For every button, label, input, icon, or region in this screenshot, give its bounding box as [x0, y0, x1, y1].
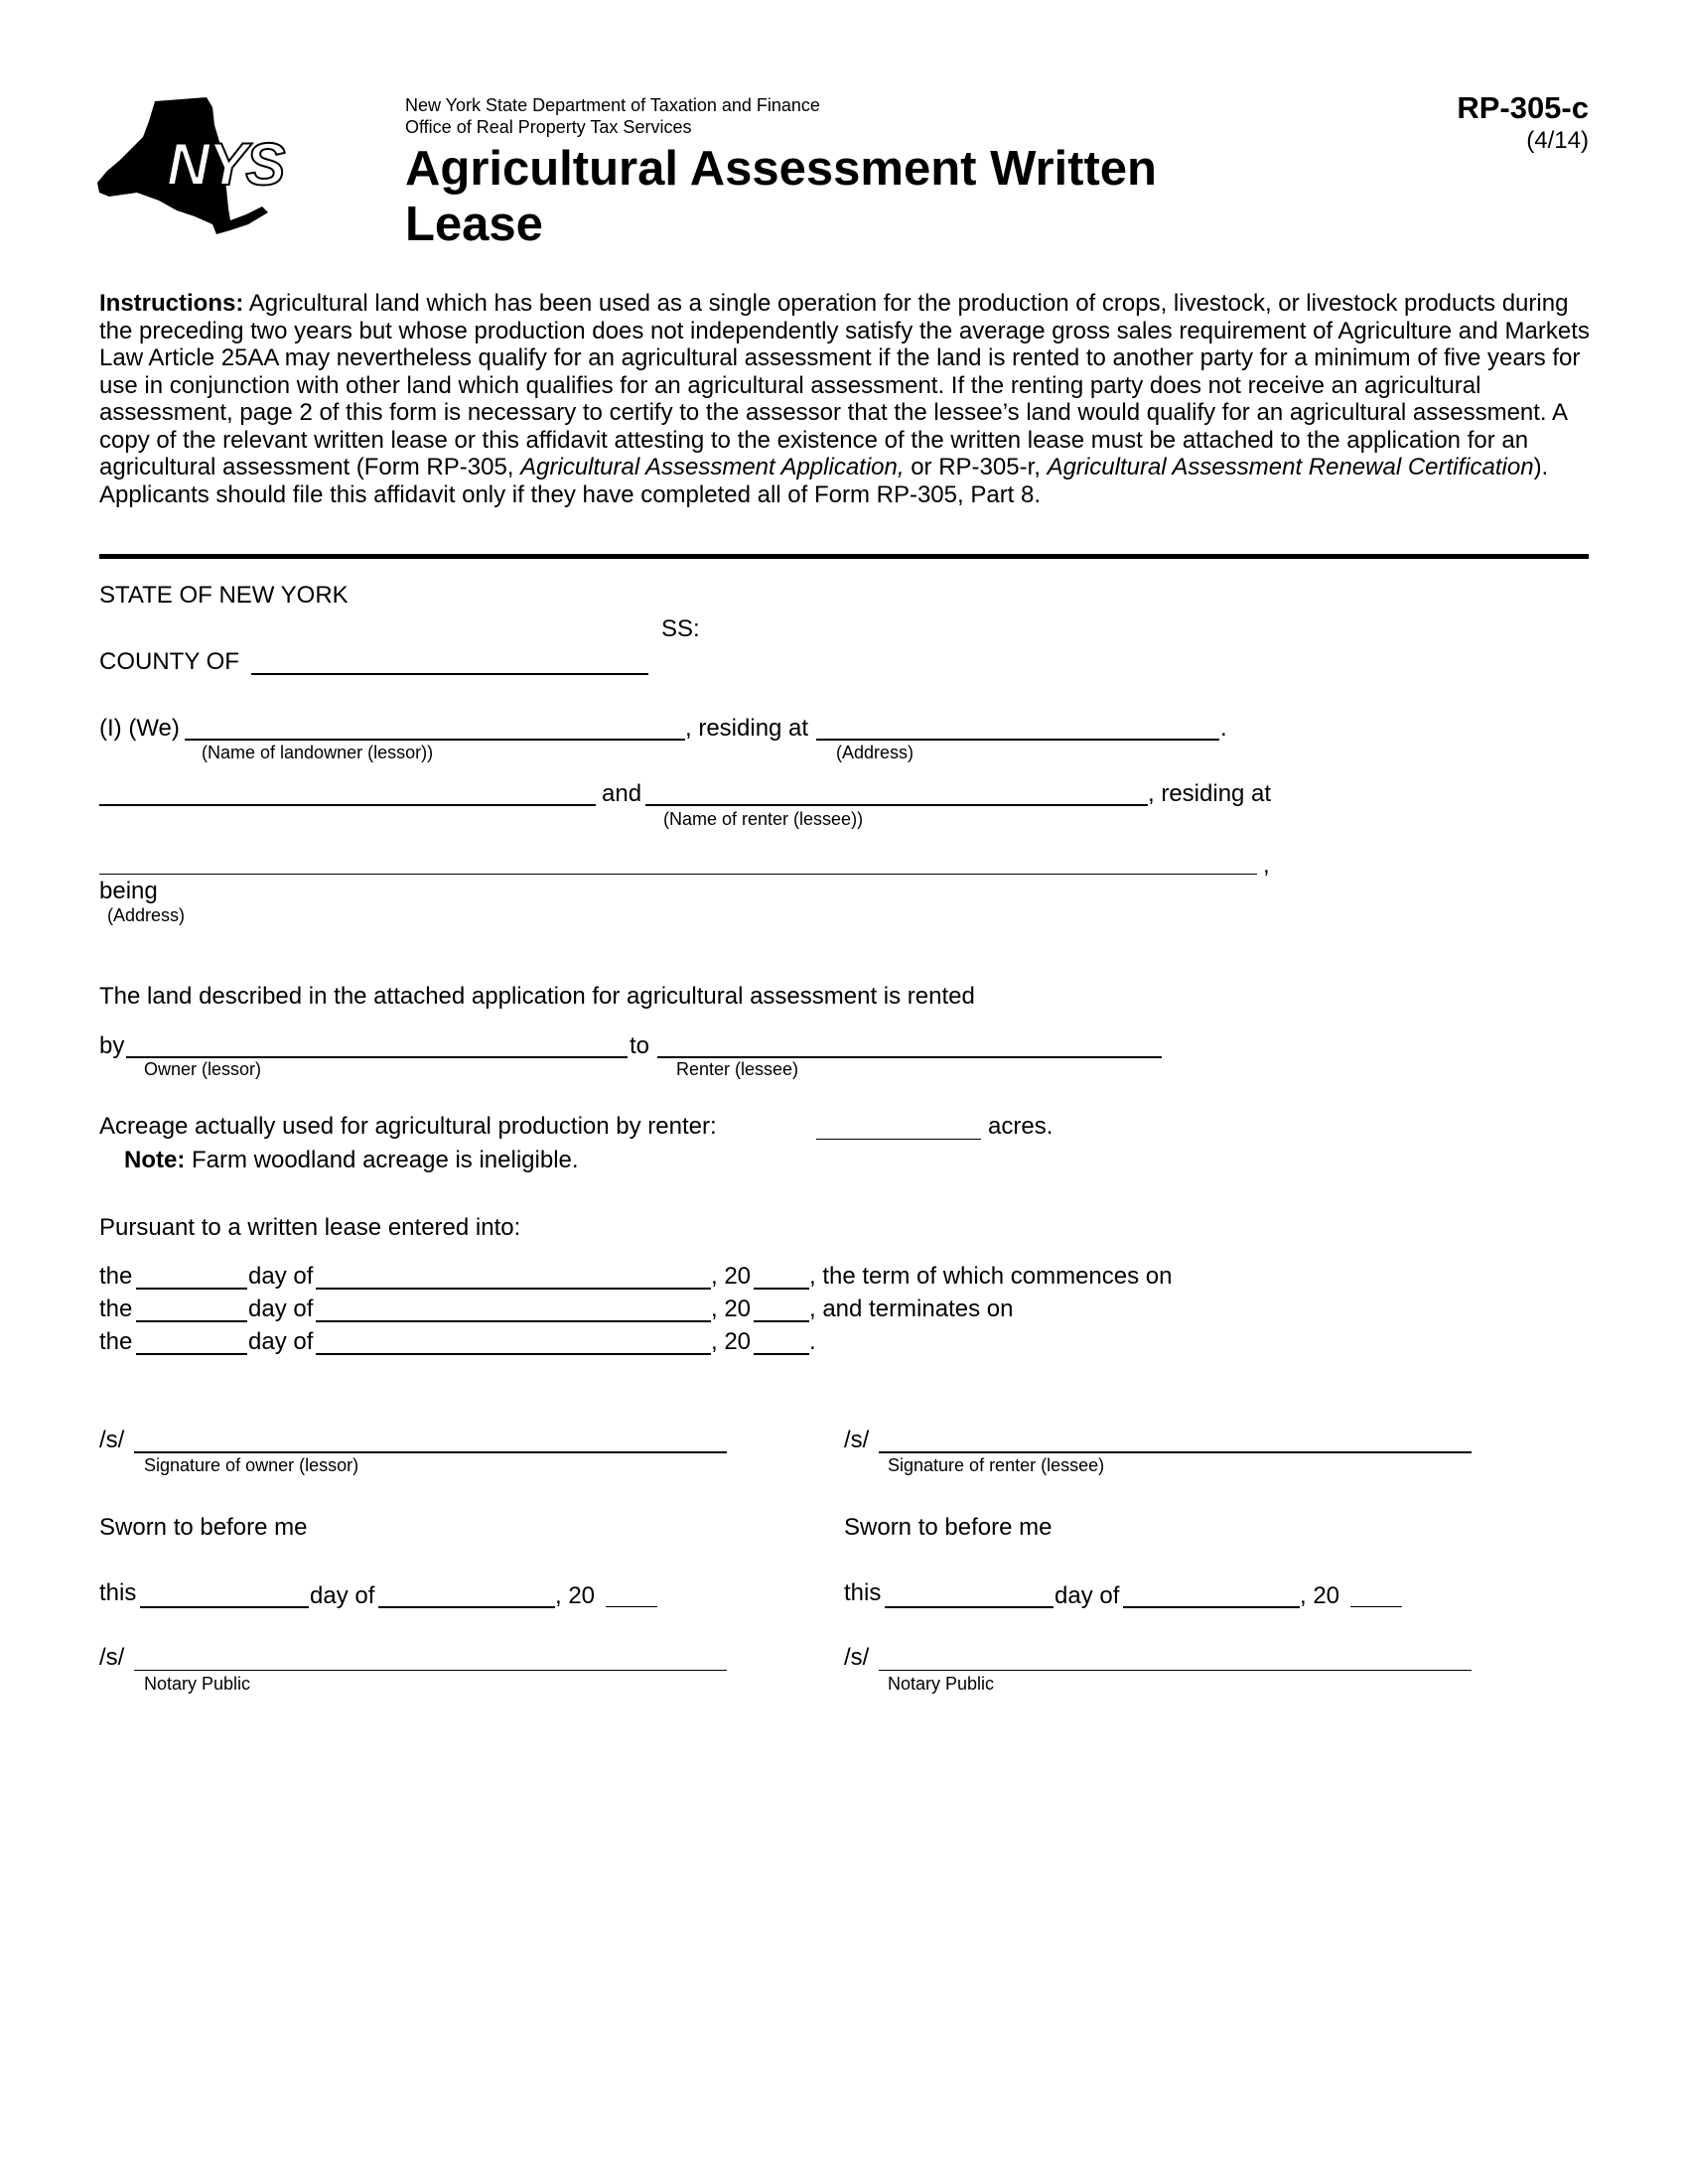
- being-label: being: [99, 878, 158, 904]
- owner-this-label: this: [99, 1579, 137, 1606]
- owner-notary-caption: Notary Public: [144, 1674, 251, 1694]
- lease-row-1-tail: , the term of which commences on: [809, 1263, 1173, 1290]
- period-mark: .: [1220, 715, 1227, 742]
- renter-signature-field[interactable]: [879, 1451, 1472, 1453]
- lease-row-3-year-label: , 20: [711, 1328, 752, 1355]
- lease-row-2-day-field[interactable]: [136, 1320, 247, 1322]
- renter-notary-prefix: /s/: [844, 1644, 870, 1671]
- lease-row-3-month-field[interactable]: [316, 1353, 711, 1355]
- owner-signature-field[interactable]: [134, 1451, 727, 1453]
- office-name: Office of Real Property Tax Services: [405, 117, 692, 137]
- renter-address-field[interactable]: [99, 874, 1257, 875]
- instructions-paragraph: [99, 290, 1599, 508]
- renter-name-field[interactable]: [645, 804, 1148, 806]
- renter-notary-signature-field[interactable]: [879, 1670, 1472, 1671]
- section-divider: [99, 554, 1589, 559]
- lease-row-1-month-field[interactable]: [316, 1288, 711, 1290]
- landowner-name-caption: (Name of landowner (lessor)): [202, 743, 434, 762]
- lease-row-1-day-field[interactable]: [136, 1288, 247, 1290]
- renter-signature-prefix: /s/: [844, 1427, 870, 1453]
- renter-notary-year-field[interactable]: [1350, 1606, 1402, 1607]
- lease-row-1-day-of: day of: [248, 1263, 314, 1290]
- instructions-label: Instructions:: [99, 290, 244, 317]
- lease-row-2-the: the: [99, 1296, 133, 1322]
- instructions-text-1: Agricultural land which has been used as a single operation for the production of crops, livestock, or livestock products during the preceding two years but whose production does not independently satisfy the average gross sales requirement of Agriculture and Markets Law Article 25AA may nevertheless qualify for an agricultural assessment if the land is rented to another party for a minimum of five years for use in conjunction with other land which qualifies for an agricultural assessment. If the renting party does not receive an agricultural assessment, page 2 of this form is necessary to certify to the assessor that the lessee’s land would qualify for an agricultural assessment. A copy of the relevant written lease or this affidavit attesting to the existence of the written lease must be attached to the application for an agricultural assessment (Form RP-305,: [99, 290, 1590, 480]
- lease-row-1-year-label: , 20: [711, 1263, 752, 1290]
- owner-lessor-caption: Owner (lessor): [144, 1059, 262, 1079]
- form-title-line2: Lease: [405, 198, 543, 251]
- lease-row-3-year-field[interactable]: [754, 1353, 809, 1355]
- agency-name: New York State Department of Taxation and Finance: [405, 95, 820, 115]
- lease-intro: Pursuant to a written lease entered into:: [99, 1214, 521, 1241]
- acreage-field[interactable]: [816, 1139, 981, 1140]
- renter-name-caption: (Name of renter (lessee)): [663, 809, 864, 829]
- rental-statement: The land described in the attached application for agricultural assessment is rented: [99, 983, 975, 1010]
- owner-notary-prefix: /s/: [99, 1644, 125, 1671]
- to-label: to: [630, 1032, 650, 1059]
- owner-sworn-label: Sworn to before me: [99, 1514, 308, 1541]
- residing-at-label: , residing at: [685, 715, 809, 742]
- note-label: Note:: [124, 1147, 186, 1173]
- form-title-line1: Agricultural Assessment Written: [405, 142, 1157, 196]
- renter-notary-month-field[interactable]: [1123, 1606, 1300, 1608]
- renter-lessee-caption: Renter (lessee): [676, 1059, 799, 1079]
- form-revision-date: (4/14): [1526, 127, 1589, 154]
- renter-signature-caption: Signature of renter (lessee): [888, 1455, 1105, 1475]
- lease-row-1-the: the: [99, 1263, 133, 1290]
- state-label: STATE OF NEW YORK: [99, 582, 349, 609]
- by-label: by: [99, 1032, 125, 1059]
- renter-lessee-field[interactable]: [657, 1056, 1162, 1058]
- renter-notary-day-field[interactable]: [885, 1606, 1054, 1608]
- renter-sworn-label: Sworn to before me: [844, 1514, 1053, 1541]
- lease-row-3-day-of: day of: [248, 1328, 314, 1355]
- ss-label: SS:: [661, 615, 700, 642]
- instructions-text-3: ). Applicants should file this affidavit only if they have completed all of Form RP-305, Part 8.: [99, 454, 1549, 508]
- instructions-italic-2: Agricultural Assessment Renewal Certification: [1047, 454, 1534, 480]
- renter-this-label: this: [844, 1579, 882, 1606]
- lease-row-2-day-of: day of: [248, 1296, 314, 1322]
- lease-row-3-the: the: [99, 1328, 133, 1355]
- renter-year-label: , 20: [1300, 1582, 1340, 1609]
- lease-row-1-year-field[interactable]: [754, 1288, 809, 1290]
- lease-row-2-tail: , and terminates on: [809, 1296, 1014, 1322]
- owner-year-label: , 20: [555, 1582, 596, 1609]
- owner-notary-signature-field[interactable]: [134, 1670, 727, 1671]
- landowner-address-field[interactable]: [816, 739, 1219, 741]
- form-number: RP-305-c: [1457, 90, 1589, 125]
- lease-row-2-year-field[interactable]: [754, 1320, 809, 1322]
- lessor-name-field-2[interactable]: [99, 804, 596, 806]
- acres-unit: acres.: [988, 1113, 1054, 1140]
- residing-at-label-2: , residing at: [1148, 780, 1272, 807]
- owner-signature-caption: Signature of owner (lessor): [144, 1455, 359, 1475]
- owner-signature-prefix: /s/: [99, 1427, 125, 1453]
- county-field[interactable]: [251, 673, 648, 675]
- county-label: COUNTY OF: [99, 648, 239, 675]
- renter-notary-caption: Notary Public: [888, 1674, 995, 1694]
- renter-day-of-label: day of: [1055, 1582, 1120, 1609]
- landowner-address-caption: (Address): [836, 743, 914, 762]
- lease-row-3-tail: .: [809, 1328, 816, 1355]
- acreage-note: [124, 1147, 579, 1174]
- owner-notary-year-field[interactable]: [606, 1606, 657, 1607]
- comma-mark: ,: [1263, 852, 1270, 879]
- we-label: (I) (We): [99, 715, 180, 742]
- landowner-name-field[interactable]: [185, 739, 685, 741]
- owner-notary-month-field[interactable]: [378, 1606, 555, 1608]
- acreage-label: Acreage actually used for agricultural production by renter:: [99, 1113, 717, 1140]
- nys-logo-icon: [97, 97, 292, 238]
- lease-row-2-year-label: , 20: [711, 1296, 752, 1322]
- nys-logo-text: NYS: [167, 131, 284, 198]
- owner-notary-day-field[interactable]: [140, 1606, 309, 1608]
- owner-day-of-label: day of: [310, 1582, 375, 1609]
- note-text: Farm woodland acreage is ineligible.: [185, 1147, 579, 1173]
- and-label: and: [602, 780, 642, 807]
- lease-row-3-day-field[interactable]: [136, 1353, 247, 1355]
- renter-address-caption: (Address): [107, 905, 186, 925]
- owner-lessor-field[interactable]: [126, 1056, 628, 1058]
- lease-row-2-month-field[interactable]: [316, 1320, 711, 1322]
- instructions-text-2: or RP-305-r,: [904, 454, 1048, 480]
- instructions-italic-1: Agricultural Assessment Application,: [520, 454, 905, 480]
